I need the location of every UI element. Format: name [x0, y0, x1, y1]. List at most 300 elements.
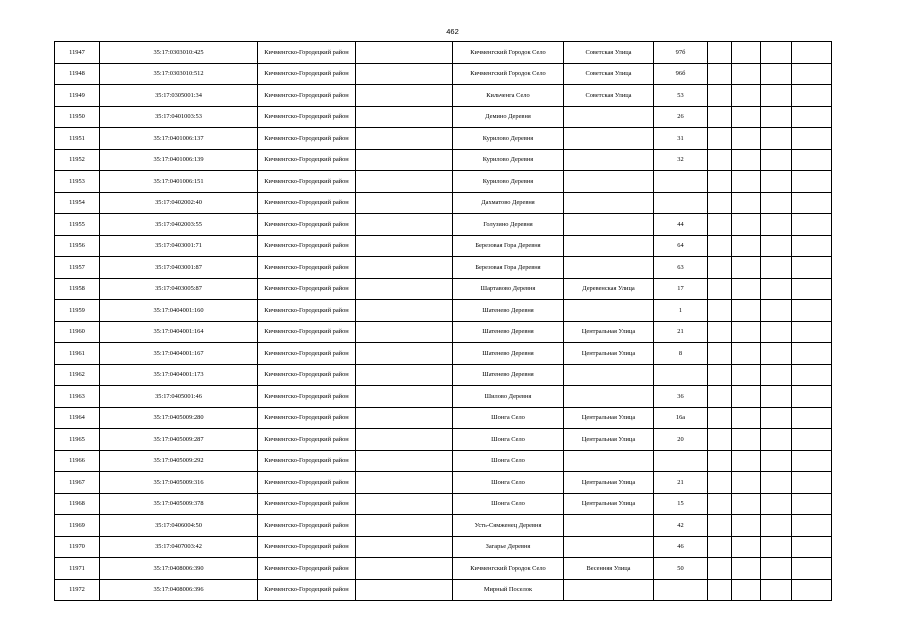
cadastral-number-cell: 35:17:0401006:151 — [100, 171, 258, 193]
table-row — [55, 450, 832, 472]
empty-cell — [792, 321, 832, 343]
empty-cell — [732, 278, 761, 300]
empty-cell — [792, 386, 832, 408]
street-cell — [564, 364, 654, 386]
settlement-cell: Шартавово Деревня — [453, 278, 564, 300]
street-cell — [564, 214, 654, 236]
house-number-cell — [654, 171, 708, 193]
district-cell: Кичменгско-Городецкий район — [258, 278, 356, 300]
table-row — [55, 106, 832, 128]
empty-cell — [792, 278, 832, 300]
empty-cell — [792, 536, 832, 558]
empty-cell — [708, 558, 732, 580]
house-number-cell: 31 — [654, 128, 708, 150]
district-cell: Кичменгско-Городецкий район — [258, 192, 356, 214]
empty-cell — [792, 235, 832, 257]
cadastral-number-cell: 35:17:0405009:378 — [100, 493, 258, 515]
street-cell: Центральная Улица — [564, 429, 654, 451]
empty-cell — [761, 42, 792, 64]
settlement-cell: Демино Деревня — [453, 106, 564, 128]
settlement-cell: Дахматово Деревня — [453, 192, 564, 214]
registry-table — [54, 41, 832, 601]
district-cell: Кичменгско-Городецкий район — [258, 515, 356, 537]
empty-cell — [732, 128, 761, 150]
empty-cell — [761, 85, 792, 107]
empty-cell — [732, 192, 761, 214]
district-cell: Кичменгско-Городецкий район — [258, 235, 356, 257]
table-row — [55, 235, 832, 257]
empty-cell — [356, 171, 453, 193]
empty-cell — [732, 579, 761, 601]
empty-cell — [732, 493, 761, 515]
settlement-cell: Березовая Гора Деревня — [453, 257, 564, 279]
settlement-cell: Кильченга Село — [453, 85, 564, 107]
house-number-cell: 21 — [654, 321, 708, 343]
cadastral-number-cell: 35:17:0404001:160 — [100, 300, 258, 322]
district-cell: Кичменгско-Городецкий район — [258, 42, 356, 64]
empty-cell — [708, 42, 732, 64]
cadastral-number-cell: 35:17:0403001:87 — [100, 257, 258, 279]
empty-cell — [732, 235, 761, 257]
settlement-cell: Загарье Деревня — [453, 536, 564, 558]
house-number-cell: 63 — [654, 257, 708, 279]
row-number-cell: 11959 — [55, 300, 100, 322]
empty-cell — [761, 407, 792, 429]
settlement-cell: Шатенево Деревня — [453, 300, 564, 322]
empty-cell — [356, 63, 453, 85]
row-number-cell: 11966 — [55, 450, 100, 472]
empty-cell — [708, 386, 732, 408]
cadastral-number-cell: 35:17:0404001:164 — [100, 321, 258, 343]
row-number-cell: 11962 — [55, 364, 100, 386]
district-cell: Кичменгско-Городецкий район — [258, 321, 356, 343]
street-cell — [564, 106, 654, 128]
empty-cell — [761, 536, 792, 558]
empty-cell — [708, 235, 732, 257]
table-row — [55, 85, 832, 107]
house-number-cell: 53 — [654, 85, 708, 107]
empty-cell — [792, 515, 832, 537]
empty-cell — [356, 278, 453, 300]
empty-cell — [732, 472, 761, 494]
district-cell: Кичменгско-Городецкий район — [258, 493, 356, 515]
cadastral-number-cell: 35:17:0405009:316 — [100, 472, 258, 494]
cadastral-number-cell: 35:17:0401006:137 — [100, 128, 258, 150]
empty-cell — [732, 42, 761, 64]
district-cell: Кичменгско-Городецкий район — [258, 257, 356, 279]
empty-cell — [356, 257, 453, 279]
empty-cell — [708, 171, 732, 193]
district-cell: Кичменгско-Городецкий район — [258, 450, 356, 472]
table-row — [55, 386, 832, 408]
empty-cell — [792, 343, 832, 365]
cadastral-number-cell: 35:17:0404001:167 — [100, 343, 258, 365]
empty-cell — [761, 214, 792, 236]
cadastral-number-cell: 35:17:0401006:139 — [100, 149, 258, 171]
empty-cell — [732, 386, 761, 408]
settlement-cell: Шатенево Деревня — [453, 343, 564, 365]
empty-cell — [708, 214, 732, 236]
house-number-cell: 97б — [654, 42, 708, 64]
row-number-cell: 11969 — [55, 515, 100, 537]
empty-cell — [732, 214, 761, 236]
row-number-cell: 11955 — [55, 214, 100, 236]
empty-cell — [761, 149, 792, 171]
empty-cell — [761, 450, 792, 472]
empty-cell — [356, 106, 453, 128]
table-row — [55, 63, 832, 85]
empty-cell — [761, 343, 792, 365]
empty-cell — [708, 85, 732, 107]
empty-cell — [356, 343, 453, 365]
street-cell — [564, 235, 654, 257]
empty-cell — [708, 515, 732, 537]
cadastral-number-cell: 35:17:0403005:87 — [100, 278, 258, 300]
cadastral-number-cell: 35:17:0408006:390 — [100, 558, 258, 580]
street-cell: Советская Улица — [564, 85, 654, 107]
empty-cell — [732, 558, 761, 580]
empty-cell — [761, 171, 792, 193]
empty-cell — [708, 257, 732, 279]
settlement-cell: Березовая Гора Деревня — [453, 235, 564, 257]
empty-cell — [792, 300, 832, 322]
row-number-cell: 11951 — [55, 128, 100, 150]
empty-cell — [761, 321, 792, 343]
empty-cell — [761, 386, 792, 408]
table-row — [55, 278, 832, 300]
street-cell — [564, 579, 654, 601]
settlement-cell: Шилово Деревня — [453, 386, 564, 408]
empty-cell — [356, 42, 453, 64]
table-row — [55, 536, 832, 558]
settlement-cell: Шонга Село — [453, 429, 564, 451]
empty-cell — [356, 450, 453, 472]
page-number: 462 — [446, 27, 459, 36]
district-cell: Кичменгско-Городецкий район — [258, 429, 356, 451]
settlement-cell: Усть-Сямженец Деревня — [453, 515, 564, 537]
empty-cell — [732, 85, 761, 107]
cadastral-number-cell: 35:17:0407003:42 — [100, 536, 258, 558]
house-number-cell: 17 — [654, 278, 708, 300]
street-cell — [564, 536, 654, 558]
empty-cell — [792, 171, 832, 193]
district-cell: Кичменгско-Городецкий район — [258, 128, 356, 150]
empty-cell — [708, 364, 732, 386]
street-cell — [564, 171, 654, 193]
empty-cell — [761, 63, 792, 85]
house-number-cell: 96б — [654, 63, 708, 85]
cadastral-number-cell: 35:17:0405009:287 — [100, 429, 258, 451]
empty-cell — [732, 149, 761, 171]
row-number-cell: 11953 — [55, 171, 100, 193]
empty-cell — [356, 192, 453, 214]
empty-cell — [356, 149, 453, 171]
district-cell: Кичменгско-Городецкий район — [258, 558, 356, 580]
empty-cell — [356, 364, 453, 386]
row-number-cell: 11960 — [55, 321, 100, 343]
empty-cell — [708, 450, 732, 472]
empty-cell — [761, 192, 792, 214]
empty-cell — [732, 450, 761, 472]
settlement-cell: Шонга Село — [453, 472, 564, 494]
table-row — [55, 343, 832, 365]
empty-cell — [792, 128, 832, 150]
table-row — [55, 171, 832, 193]
empty-cell — [732, 321, 761, 343]
house-number-cell: 16а — [654, 407, 708, 429]
settlement-cell: Голузино Деревня — [453, 214, 564, 236]
house-number-cell: 50 — [654, 558, 708, 580]
empty-cell — [708, 128, 732, 150]
district-cell: Кичменгско-Городецкий район — [258, 407, 356, 429]
row-number-cell: 11956 — [55, 235, 100, 257]
district-cell: Кичменгско-Городецкий район — [258, 579, 356, 601]
row-number-cell: 11950 — [55, 106, 100, 128]
empty-cell — [732, 171, 761, 193]
street-cell — [564, 149, 654, 171]
empty-cell — [708, 63, 732, 85]
empty-cell — [708, 149, 732, 171]
empty-cell — [792, 493, 832, 515]
empty-cell — [708, 536, 732, 558]
empty-cell — [761, 493, 792, 515]
table-row — [55, 257, 832, 279]
empty-cell — [356, 472, 453, 494]
empty-cell — [356, 300, 453, 322]
house-number-cell: 64 — [654, 235, 708, 257]
empty-cell — [708, 579, 732, 601]
empty-cell — [708, 106, 732, 128]
cadastral-number-cell: 35:17:0404001:173 — [100, 364, 258, 386]
street-cell: Центральная Улица — [564, 493, 654, 515]
empty-cell — [732, 407, 761, 429]
row-number-cell: 11954 — [55, 192, 100, 214]
empty-cell — [792, 63, 832, 85]
street-cell — [564, 128, 654, 150]
empty-cell — [708, 343, 732, 365]
empty-cell — [356, 407, 453, 429]
empty-cell — [708, 429, 732, 451]
empty-cell — [732, 515, 761, 537]
cadastral-number-cell: 35:17:0305001:34 — [100, 85, 258, 107]
house-number-cell: 20 — [654, 429, 708, 451]
house-number-cell: 46 — [654, 536, 708, 558]
empty-cell — [732, 63, 761, 85]
empty-cell — [732, 106, 761, 128]
house-number-cell: 36 — [654, 386, 708, 408]
house-number-cell: 15 — [654, 493, 708, 515]
settlement-cell: Курилово Деревня — [453, 128, 564, 150]
empty-cell — [356, 579, 453, 601]
street-cell: Центральная Улица — [564, 321, 654, 343]
empty-cell — [761, 515, 792, 537]
cadastral-number-cell: 35:17:0402002:40 — [100, 192, 258, 214]
house-number-cell — [654, 579, 708, 601]
district-cell: Кичменгско-Городецкий район — [258, 472, 356, 494]
empty-cell — [792, 149, 832, 171]
district-cell: Кичменгско-Городецкий район — [258, 214, 356, 236]
empty-cell — [761, 364, 792, 386]
cadastral-number-cell: 35:17:0303010:425 — [100, 42, 258, 64]
empty-cell — [761, 128, 792, 150]
table-row — [55, 321, 832, 343]
table-row — [55, 214, 832, 236]
street-cell: Советская Улица — [564, 42, 654, 64]
table-row — [55, 558, 832, 580]
street-cell — [564, 192, 654, 214]
street-cell — [564, 300, 654, 322]
settlement-cell: Кичменгский Городок Село — [453, 558, 564, 580]
empty-cell — [792, 257, 832, 279]
empty-cell — [708, 300, 732, 322]
house-number-cell: 26 — [654, 106, 708, 128]
settlement-cell: Кичменгский Городок Село — [453, 63, 564, 85]
cadastral-number-cell: 35:17:0403001:71 — [100, 235, 258, 257]
registry-body — [55, 42, 832, 601]
street-cell: Советская Улица — [564, 63, 654, 85]
empty-cell — [708, 278, 732, 300]
empty-cell — [708, 192, 732, 214]
row-number-cell: 11971 — [55, 558, 100, 580]
row-number-cell: 11970 — [55, 536, 100, 558]
empty-cell — [761, 579, 792, 601]
empty-cell — [356, 493, 453, 515]
empty-cell — [761, 558, 792, 580]
table-row — [55, 493, 832, 515]
row-number-cell: 11949 — [55, 85, 100, 107]
empty-cell — [356, 536, 453, 558]
empty-cell — [761, 278, 792, 300]
empty-cell — [356, 429, 453, 451]
row-number-cell: 11967 — [55, 472, 100, 494]
empty-cell — [761, 429, 792, 451]
empty-cell — [708, 407, 732, 429]
house-number-cell: 21 — [654, 472, 708, 494]
table-row — [55, 300, 832, 322]
street-cell — [564, 257, 654, 279]
empty-cell — [732, 300, 761, 322]
table-row — [55, 192, 832, 214]
empty-cell — [761, 106, 792, 128]
empty-cell — [792, 429, 832, 451]
row-number-cell: 11961 — [55, 343, 100, 365]
empty-cell — [708, 472, 732, 494]
settlement-cell: Курилово Деревня — [453, 171, 564, 193]
empty-cell — [761, 472, 792, 494]
row-number-cell: 11965 — [55, 429, 100, 451]
empty-cell — [792, 558, 832, 580]
house-number-cell: 42 — [654, 515, 708, 537]
empty-cell — [761, 257, 792, 279]
empty-cell — [356, 558, 453, 580]
table-row — [55, 149, 832, 171]
cadastral-number-cell: 35:17:0303010:512 — [100, 63, 258, 85]
empty-cell — [732, 343, 761, 365]
empty-cell — [792, 450, 832, 472]
empty-cell — [356, 235, 453, 257]
empty-cell — [792, 364, 832, 386]
empty-cell — [708, 493, 732, 515]
empty-cell — [356, 321, 453, 343]
row-number-cell: 11964 — [55, 407, 100, 429]
street-cell: Центральная Улица — [564, 343, 654, 365]
empty-cell — [792, 472, 832, 494]
house-number-cell: 8 — [654, 343, 708, 365]
empty-cell — [792, 42, 832, 64]
empty-cell — [792, 85, 832, 107]
cadastral-number-cell: 35:17:0401003:53 — [100, 106, 258, 128]
table-row — [55, 472, 832, 494]
empty-cell — [356, 386, 453, 408]
street-cell — [564, 515, 654, 537]
street-cell: Весенняя Улица — [564, 558, 654, 580]
empty-cell — [732, 257, 761, 279]
street-cell — [564, 450, 654, 472]
empty-cell — [761, 300, 792, 322]
district-cell: Кичменгско-Городецкий район — [258, 300, 356, 322]
district-cell: Кичменгско-Городецкий район — [258, 343, 356, 365]
empty-cell — [761, 235, 792, 257]
district-cell: Кичменгско-Городецкий район — [258, 536, 356, 558]
settlement-cell: Кичменгский Городок Село — [453, 42, 564, 64]
settlement-cell: Курилово Деревня — [453, 149, 564, 171]
empty-cell — [732, 429, 761, 451]
house-number-cell: 1 — [654, 300, 708, 322]
house-number-cell: 44 — [654, 214, 708, 236]
row-number-cell: 11952 — [55, 149, 100, 171]
cadastral-number-cell: 35:17:0408006:396 — [100, 579, 258, 601]
district-cell: Кичменгско-Городецкий район — [258, 149, 356, 171]
empty-cell — [356, 515, 453, 537]
district-cell: Кичменгско-Городецкий район — [258, 63, 356, 85]
empty-cell — [732, 536, 761, 558]
table-row — [55, 579, 832, 601]
street-cell: Деревенская Улица — [564, 278, 654, 300]
row-number-cell: 11947 — [55, 42, 100, 64]
settlement-cell: Шонга Село — [453, 450, 564, 472]
settlement-cell: Мирный Поселок — [453, 579, 564, 601]
district-cell: Кичменгско-Городецкий район — [258, 106, 356, 128]
empty-cell — [356, 85, 453, 107]
house-number-cell: 32 — [654, 149, 708, 171]
street-cell — [564, 386, 654, 408]
settlement-cell: Шатенево Деревня — [453, 364, 564, 386]
settlement-cell: Шатенево Деревня — [453, 321, 564, 343]
empty-cell — [792, 579, 832, 601]
empty-cell — [732, 364, 761, 386]
house-number-cell — [654, 364, 708, 386]
table-row — [55, 407, 832, 429]
empty-cell — [792, 407, 832, 429]
cadastral-number-cell: 35:17:0402003:55 — [100, 214, 258, 236]
empty-cell — [356, 128, 453, 150]
row-number-cell: 11958 — [55, 278, 100, 300]
table-row — [55, 429, 832, 451]
street-cell: Центральная Улица — [564, 472, 654, 494]
cadastral-number-cell: 35:17:0405001:46 — [100, 386, 258, 408]
house-number-cell — [654, 450, 708, 472]
district-cell: Кичменгско-Городецкий район — [258, 386, 356, 408]
row-number-cell: 11972 — [55, 579, 100, 601]
row-number-cell: 11968 — [55, 493, 100, 515]
settlement-cell: Шонга Село — [453, 407, 564, 429]
cadastral-number-cell: 35:17:0405009:280 — [100, 407, 258, 429]
row-number-cell: 11963 — [55, 386, 100, 408]
settlement-cell: Шонга Село — [453, 493, 564, 515]
row-number-cell: 11957 — [55, 257, 100, 279]
street-cell: Центральная Улица — [564, 407, 654, 429]
empty-cell — [792, 214, 832, 236]
